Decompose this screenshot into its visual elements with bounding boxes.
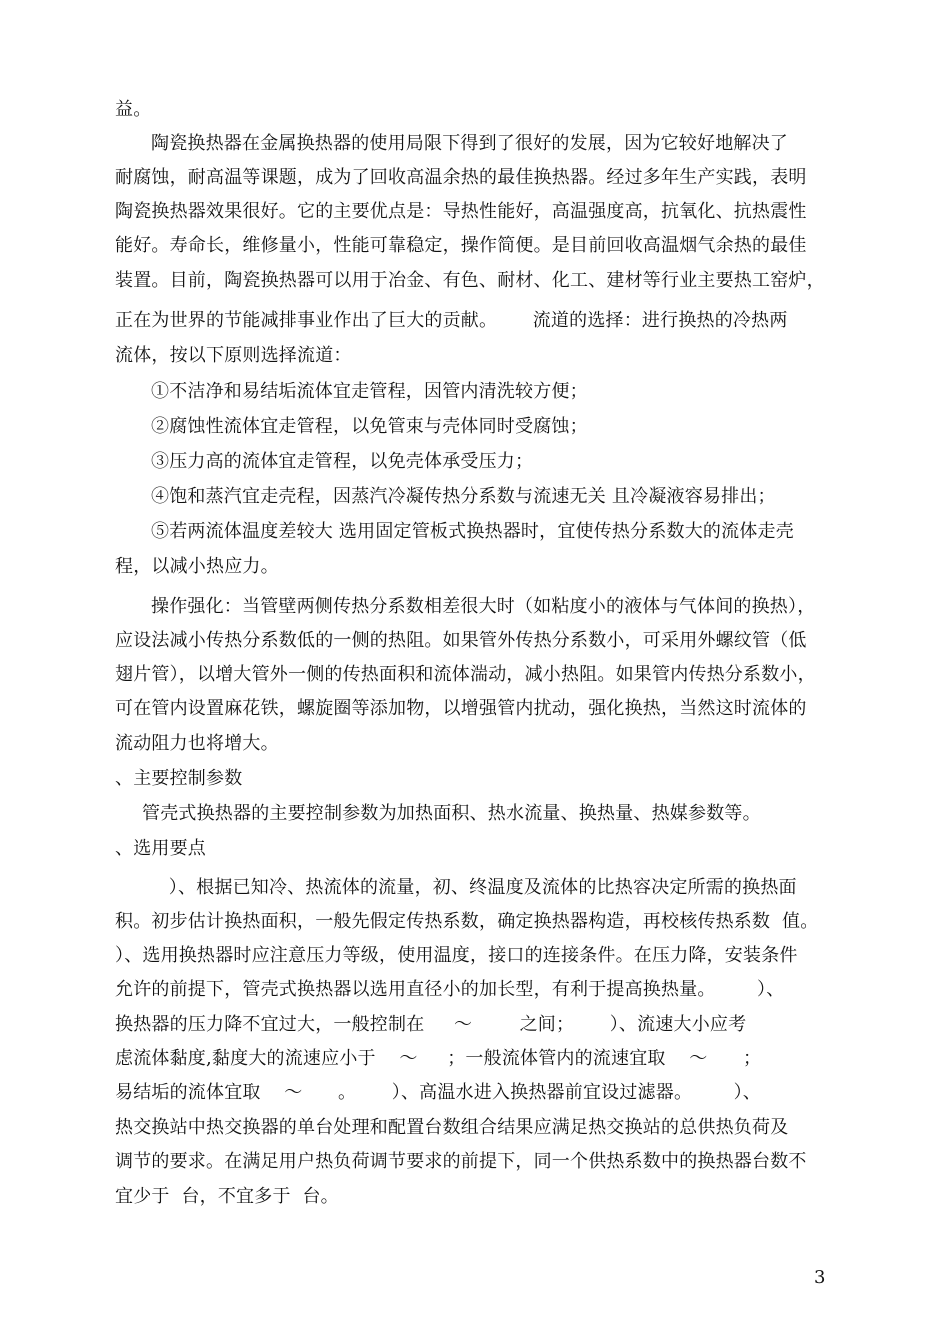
text-line-content: 宜少于 台，不宜多于 台。 (115, 1186, 339, 1207)
section-heading-text: 、选用要点 (115, 838, 206, 859)
text-line-content: ④饱和蒸汽宜走壳程，因蒸汽冷凝传热分系数与流速无关 且冷凝液容易排出； (151, 486, 776, 507)
text-line-content: 益。 (115, 99, 152, 120)
text-line-content: 装置。目前，陶瓷换热器可以用于冶金、有色、耐材、化工、建材等行业主要热工窑炉， (115, 270, 825, 291)
text-line-content: ）、根据已知冷、热流体的流量，初、终温度及流体的比热容决定所需的换热面 (151, 877, 797, 898)
text-line-content: 换热器的压力降不宜过大，一般控制在 ～ 之间； ）、流速大小应考 (115, 1014, 747, 1035)
text-line-content: 操作强化：当管壁两侧传热分系数相差很大时（如粘度小的液体与气体间的换热）， (151, 596, 816, 617)
section-heading-text: 、主要控制参数 (115, 768, 243, 789)
text-line-content: 易结垢的流体宜取 ～ 。 ）、高温水进入换热器前宜设过滤器。 ）、 (115, 1082, 761, 1103)
text-line-content: 热交换站中热交换器的单台处理和配置台数组合结果应满足热交换站的总供热负荷及 (115, 1117, 789, 1138)
text-line-content: 陶瓷换热器在金属换热器的使用局限下得到了很好的发展，因为它较好地解决了 (151, 133, 788, 154)
text-line-content: 耐腐蚀，耐高温等课题，成为了回收高温余热的最佳换热器。经过多年生产实践，表明 (115, 167, 807, 188)
text-line-content: 陶瓷换热器效果很好。它的主要优点是：导热性能好，高温强度高，抗氧化、抗热震性 (115, 201, 807, 222)
text-line-content: 流体，按以下原则选择流道： (115, 345, 352, 366)
text-line-content: 积。初步估计换热面积，一般先假定传热系数，确定换热器构造，再校核传热系数 值。 (115, 911, 819, 932)
text-line-content: ①不洁净和易结垢流体宜走管程，因管内清洗较方便； (151, 381, 588, 402)
text-line-content: 可在管内设置麻花铁，螺旋圈等添加物，以增强管内扰动，强化换热，当然这时流体的 (115, 698, 807, 719)
text-line-content: 管壳式换热器的主要控制参数为加热面积、热水流量、换热量、热媒参数等。 (142, 803, 761, 824)
text-line-content: 允许的前提下，管壳式换热器以选用直径小的加长型，有利于提高换热量。 ）、 (115, 979, 785, 1000)
page-number: 3 (814, 1267, 826, 1288)
text-line-content: 应设法减小传热分系数低的一侧的热阻。如果管外传热分系数小，可采用外螺纹管（低 (115, 630, 807, 651)
text-line-content: 流动阻力也将增大。 (115, 733, 279, 754)
text-line-content: ）、选用换热器时应注意压力等级，使用温度，接口的连接条件。在压力降，安装条件 (115, 945, 798, 966)
text-line-content: 调节的要求。在满足用户热负荷调节要求的前提下，同一个供热系数中的换热器台数不 (115, 1151, 807, 1172)
text-line-content: 程，以减小热应力。 (115, 556, 279, 577)
text-line-content: 能好。寿命长，维修量小，性能可靠稳定，操作简便。是目前回收高温烟气余热的最佳 (115, 235, 807, 256)
text-line-content: ②腐蚀性流体宜走管程，以免管束与壳体同时受腐蚀； (151, 416, 588, 437)
text-line-content: ⑤若两流体温度差较大 选用固定管板式换热器时，宜使传热分系数大的流体走壳 (151, 521, 794, 542)
text-line-content: 翅片管），以增大管外一侧的传热面积和流体湍动，减小热阻。如果管内传热分系数小， (115, 664, 816, 685)
text-line-content: 正在为世界的节能减排事业作出了巨大的贡献。 流道的选择：进行换热的冷热两 (115, 310, 788, 331)
text-line-content: ③压力高的流体宜走管程，以免壳体承受压力； (151, 451, 534, 472)
text-line-content: 虑流体黏度,黏度大的流速应小于 ～ ；一般流体管内的流速宜取 ～ ； (115, 1048, 762, 1069)
